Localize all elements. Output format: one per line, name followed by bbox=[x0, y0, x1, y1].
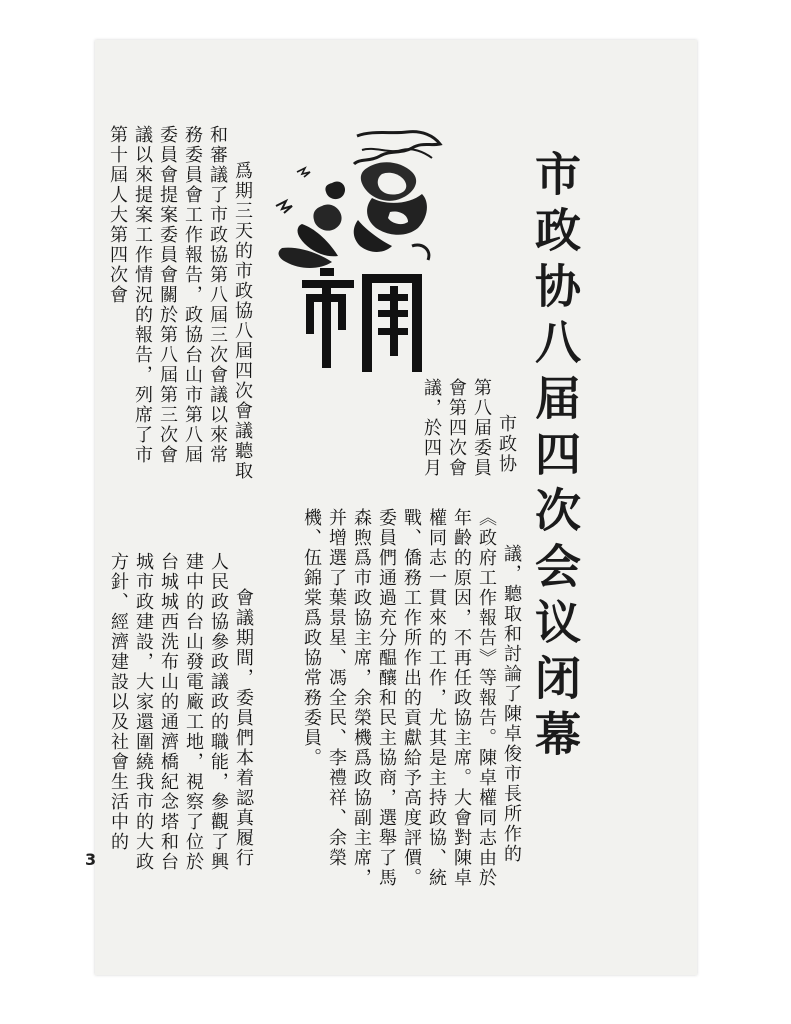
article-paragraph: 市政协第八届委員會第四次會議，於四月 bbox=[421, 378, 517, 478]
article-paragraph: 爲期三天的市政協八屆四次會議聽取和審議了市政協第八屆三次會議以來常務委員會工作報告，政協台山市第八屆委員會提案委員會關於第八屆第三次會議以來提案工作情況的報告，列席了市第十屆人大第四次會 bbox=[107, 125, 253, 481]
article-column-elections bbox=[258, 508, 524, 888]
article-paragraph: 議，聽取和討論了陳卓俊市長所作的《政府工作報告》等報告。陳卓權同志由於年齡的原因，不再任政協主席。大會對陳卓權同志一貫來的工作，尤其是主持政協、統戰、僑務工作所作出的貢獻給予高度評價。委員們通過充分醖釀和民主協商，選舉了馬森煦爲市政協主席，余榮機爲政協副主席，并增選了葉景星、馮全民、李禮祥、余榮機、伍錦棠爲政協常務委員。 bbox=[301, 508, 522, 888]
article-column-proceedings bbox=[100, 125, 255, 482]
page-number: 3 bbox=[85, 850, 97, 869]
article-paragraph: 會議期間，委員們本着認真履行人民政協參政議政的職能，參觀了興建中的台山發電廠工地，視察了位於台城城西洗布山的通濟橋紀念塔和台城市政建設，大家還圍繞我市的大政方針、經濟建設以及社會生活中的 bbox=[108, 552, 254, 872]
article-column-closing bbox=[257, 100, 372, 477]
article-column-intro bbox=[418, 378, 519, 493]
article-column-inspections bbox=[96, 552, 256, 882]
headline: 市政协八届四次会议闭幕 bbox=[528, 150, 582, 766]
